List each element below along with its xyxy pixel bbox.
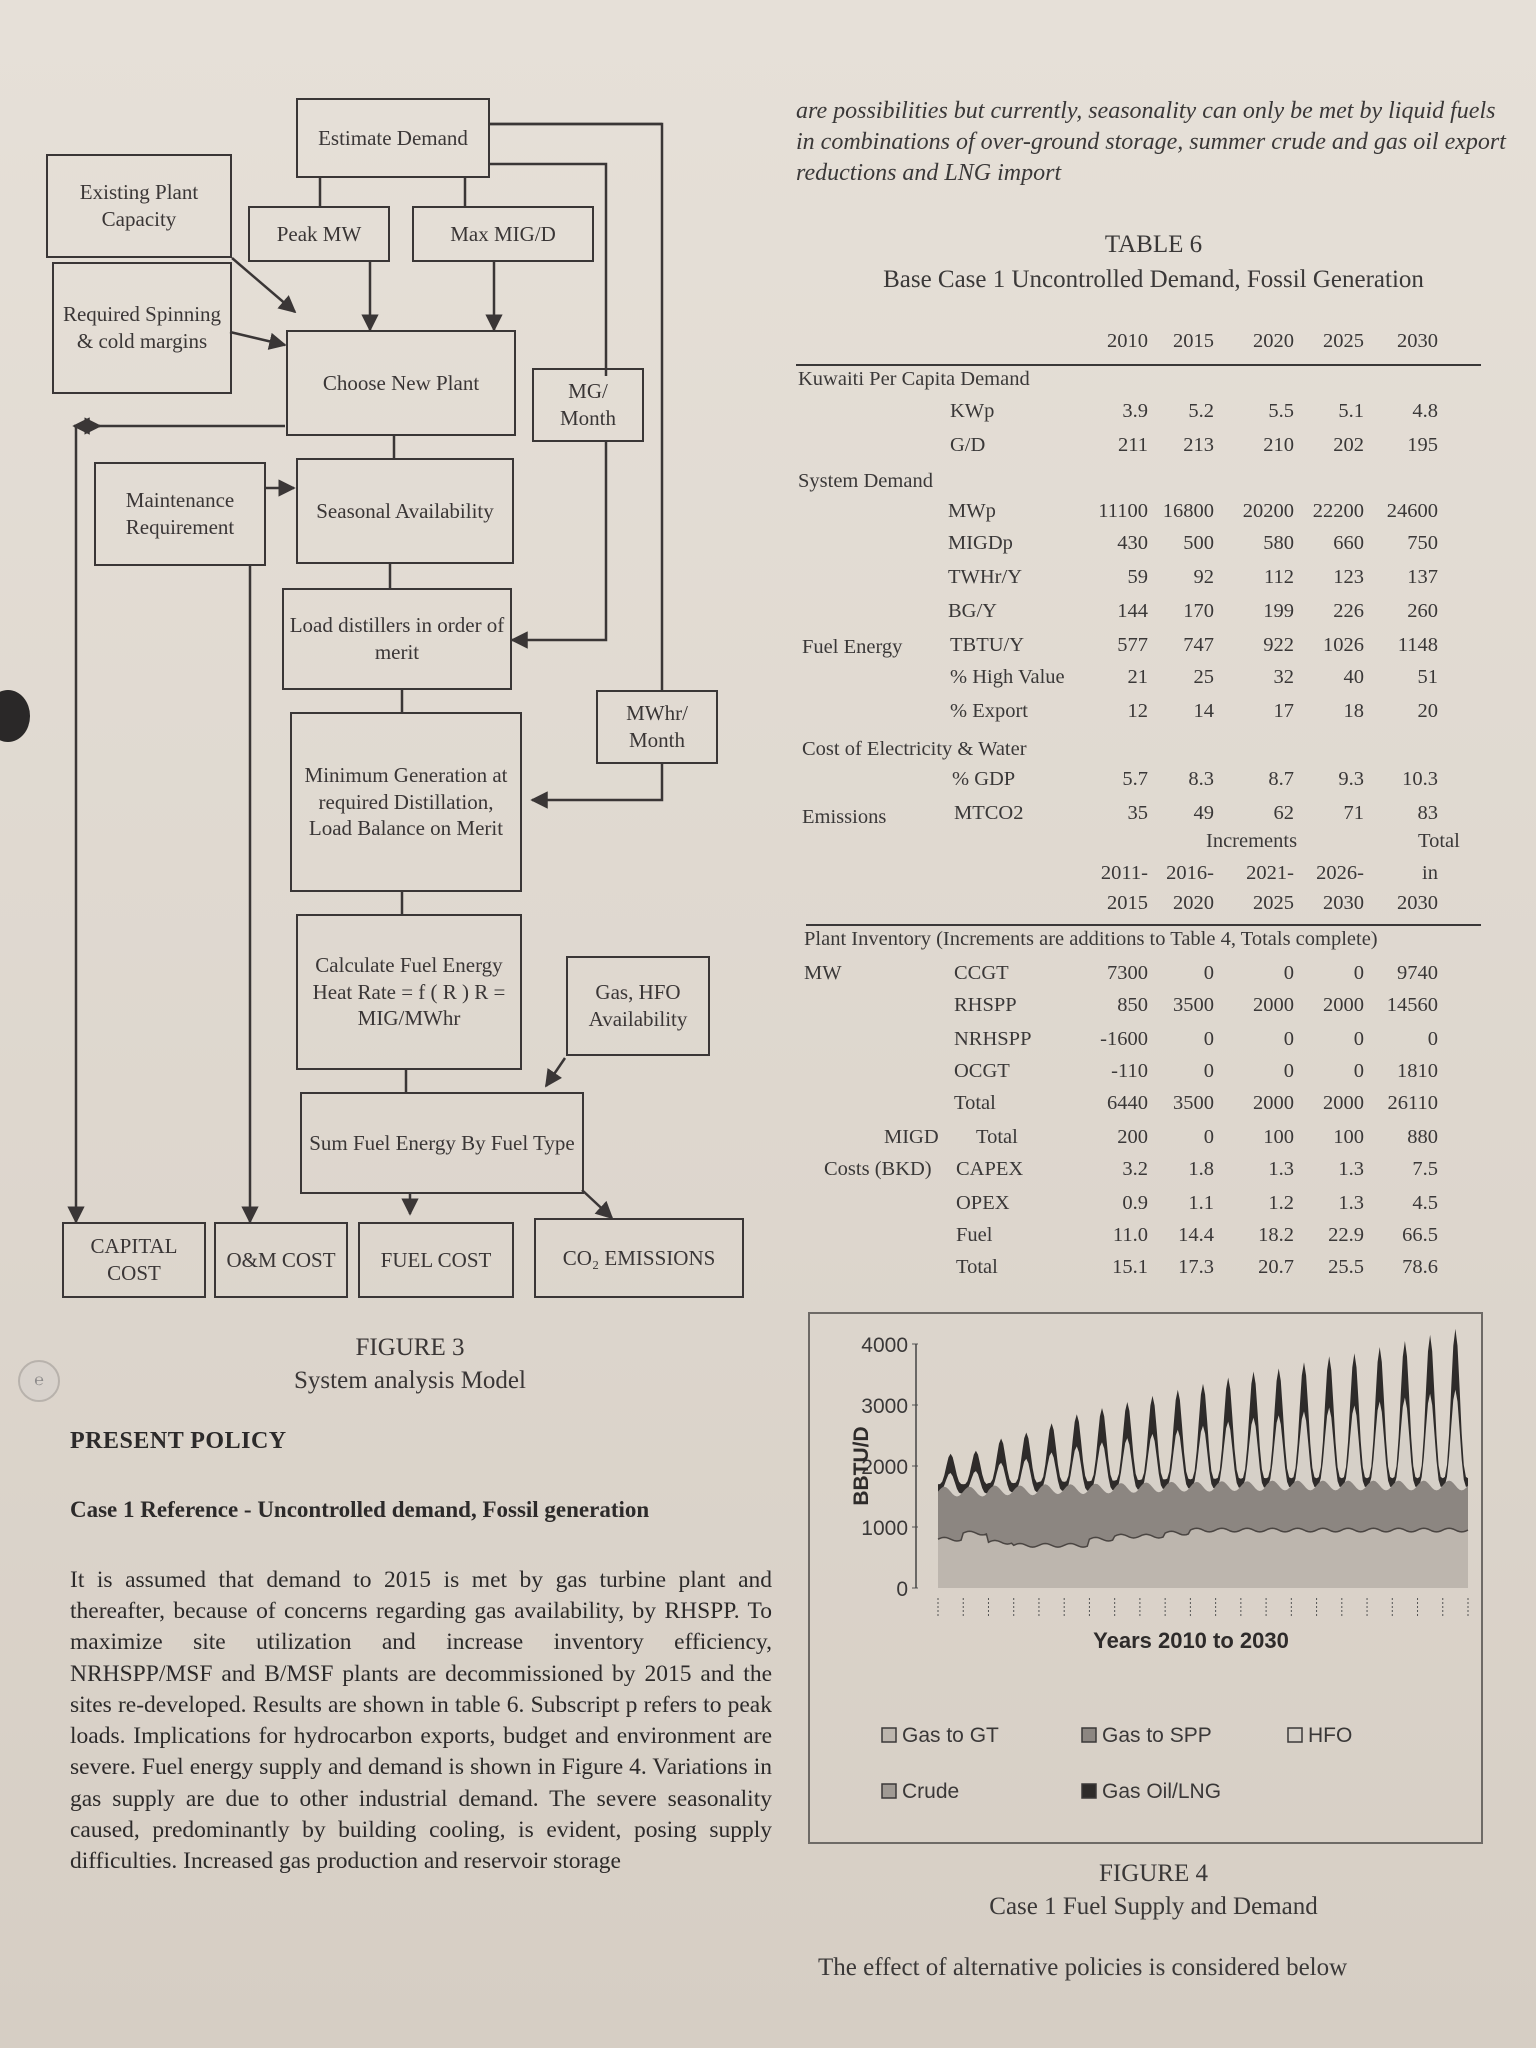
table-cell: 35 [1127,802,1148,824]
plant-cell: 3.2 [1122,1158,1148,1180]
plant-cell: 0 [1353,1028,1364,1050]
y-axis-label: BBTU/D [850,1426,873,1506]
table-cell: 20 [1417,700,1438,722]
sum-fuel-box [300,1092,584,1194]
max-migd-label: Max MIG/D [450,221,556,246]
plant-cell: 66.5 [1402,1224,1438,1246]
table-cell: 20200 [1242,500,1294,522]
period-end: 2020 [1173,892,1214,914]
plant-cell: 0 [1203,1126,1214,1148]
maintenance-requirement-box [94,462,266,566]
plant-cell: 850 [1117,994,1148,1016]
plant-cell: 100 [1263,1126,1294,1148]
table-cell: 8.7 [1268,768,1294,790]
table-cell: 92 [1193,566,1214,588]
om-cost-label: O&M COST [226,1247,336,1272]
fuel-supply-chart [810,1314,1481,1842]
existing-plant-capacity-box [46,154,232,258]
row-label: % High Value [950,666,1065,688]
table-cell: 211 [1118,434,1148,456]
table-cell: 5.5 [1268,400,1294,422]
plant-cell: 200 [1117,1126,1148,1148]
figure-3-caption [220,1332,600,1397]
increments-label: Increments [1206,830,1298,852]
load-distillers-label: Load distillers in order of merit [289,613,505,664]
plant-cell: 20.7 [1258,1256,1294,1278]
plant-cell: 17.3 [1178,1256,1214,1278]
legend-label: Gas to SPP [1102,1724,1212,1747]
plant-cell: 0 [1353,962,1364,984]
table-cell: 195 [1407,434,1438,456]
plant-cell: 14.4 [1178,1224,1214,1246]
table-cell: 202 [1333,434,1364,456]
right-top-paragraph: are possibilities but currently, seasonality can only be met by liquid fuels in combinations of over-ground storage, summer crude and gas oil export reductions and LNG import [796,98,1506,187]
row-label: TWHr/Y [948,566,1023,588]
load-distillers-box [282,588,512,690]
figure-4-chart-frame [808,1312,1483,1844]
table-cell: 12 [1127,700,1148,722]
table-cell: 922 [1263,634,1294,656]
row-label: MWp [948,500,996,522]
table-cell: 580 [1263,532,1294,554]
table-cell: 25 [1193,666,1214,688]
year-header: 2020 [1253,330,1294,352]
plant-cell: 880 [1407,1126,1438,1148]
table-cell: 10.3 [1402,768,1438,790]
bottom-line: The effect of alternative policies is considered below [818,1954,1348,1981]
section-kuwaiti: Kuwaiti Per Capita Demand [798,368,1030,390]
plant-cell: 2000 [1323,994,1364,1016]
period-start: 2021- [1246,862,1294,884]
plant-cell: 14560 [1386,994,1438,1016]
plant-cell: 1.2 [1268,1192,1294,1214]
table-title: Base Case 1 Uncontrolled Demand, Fossil Generation [883,265,1424,293]
plant-cell: 100 [1333,1126,1364,1148]
row-label: KWp [950,400,995,422]
table-cell: 32 [1273,666,1294,688]
y-tick-label: 4000 [861,1334,908,1357]
figure-3-number: FIGURE 3 [355,1334,465,1361]
table-cell: 213 [1183,434,1214,456]
mwhr-month-box [596,690,718,764]
table-cell: 112 [1264,566,1294,588]
plant-cell: 1.8 [1188,1158,1214,1180]
plant-row-label: CAPEX [956,1158,1024,1180]
estimate-demand-label: Estimate Demand [318,125,468,150]
y-tick-label: 0 [896,1578,908,1601]
table-cell: 21 [1127,666,1148,688]
gas-hfo-box [566,956,710,1056]
legend-swatch [882,1784,896,1798]
table-cell: 137 [1407,566,1438,588]
plant-cell: 2000 [1253,1092,1294,1114]
section-cost: Cost of Electricity & Water [802,738,1027,760]
om-cost-box [214,1222,348,1298]
row-label: TBTU/Y [950,634,1025,656]
figure-4-number: FIGURE 4 [1098,1860,1209,1887]
section-heading: PRESENT POLICY [70,1428,287,1454]
plant-cell: 0 [1283,962,1294,984]
gas-hfo-label: Gas, HFO Availability [588,980,688,1031]
left-column-text [70,1428,772,1877]
table-cell: 577 [1117,634,1148,656]
table-cell: 18 [1343,700,1364,722]
table-cell: 500 [1183,532,1214,554]
table-cell: 8.3 [1188,768,1214,790]
y-tick-label: 3000 [861,1395,908,1418]
calculate-fuel-box [296,914,522,1070]
table-cell: 5.7 [1122,768,1148,790]
table-cell: 260 [1407,600,1438,622]
section-mw: MW [804,962,842,984]
plant-cell: 0 [1203,1028,1214,1050]
plant-cell: 78.6 [1402,1256,1438,1278]
table-cell: 144 [1117,600,1148,622]
existing-plant-capacity-label: Existing Plant Capacity [79,180,199,231]
table-cell: 49 [1193,802,1214,824]
table-cell: 747 [1183,634,1214,656]
table-cell: 16800 [1162,500,1214,522]
table-caption [796,228,1511,297]
mg-month-label: MG/ Month [559,379,616,430]
plant-row-label: NRHSPP [954,1028,1032,1050]
table-cell: 40 [1343,666,1364,688]
estimate-demand-box [296,98,490,178]
section-emissions: Emissions [802,806,887,828]
flowchart [0,0,780,1320]
table-cell: 22200 [1312,500,1364,522]
plant-row-label: OPEX [956,1192,1010,1214]
mg-month-box [532,368,644,442]
peak-mw-label: Peak MW [276,221,362,246]
plant-cell: 0 [1283,1028,1294,1050]
plant-cell: 26110 [1387,1092,1438,1114]
legend-label: Gas to GT [902,1724,999,1747]
year-header: 2015 [1173,330,1214,352]
table-rule [796,364,1481,366]
mwhr-month-label: MWhr/ Month [626,701,688,752]
row-label: MTCO2 [954,802,1024,824]
table-cell: 170 [1183,600,1214,622]
choose-new-plant-label: Choose New Plant [322,370,480,395]
required-spinning-label: Required Spinning & cold margins [62,302,222,353]
table-cell: 59 [1127,566,1148,588]
sum-fuel-label: Sum Fuel Energy By Fuel Type [309,1130,575,1155]
plant-row-label: Total [954,1092,996,1114]
table-cell: 226 [1333,600,1364,622]
table-cell: 1148 [1397,634,1438,656]
capital-cost-box [62,1222,206,1298]
table-cell: 5.2 [1188,400,1214,422]
table-cell: 9.3 [1338,768,1364,790]
plant-row-label: Total [976,1126,1018,1148]
fuel-cost-box [358,1222,514,1298]
plant-cell: 3500 [1173,1092,1214,1114]
legend-label: Gas Oil/LNG [1102,1780,1222,1803]
plant-cell: 0.9 [1122,1192,1148,1214]
peak-mw-box [248,206,390,262]
table-cell: 210 [1263,434,1294,456]
table-6 [796,330,1481,1280]
figure-4-title: Case 1 Fuel Supply and Demand [989,1892,1318,1920]
table-cell: 24600 [1386,500,1438,522]
sticker-icon: ℮ [18,1360,60,1402]
legend-swatch [1288,1728,1302,1742]
period-start: 2011- [1100,862,1148,884]
maintenance-requirement-label: Maintenance Requirement [125,488,235,539]
plant-cell: 0 [1427,1028,1438,1050]
period-start: 2016- [1166,862,1214,884]
row-label: BG/Y [948,600,997,622]
table-cell: 11100 [1098,500,1148,522]
plant-row-label: Total [956,1256,998,1278]
plant-cell: 1.3 [1268,1158,1294,1180]
legend-swatch [1082,1728,1096,1742]
seasonal-availability-label: Seasonal Availability [316,498,494,523]
legend-swatch [1082,1784,1096,1798]
seasonal-availability-box [296,458,514,564]
plant-cell: 1.3 [1338,1158,1364,1180]
row-label: G/D [950,434,986,456]
table-cell: 14 [1193,700,1214,722]
table-cell: 660 [1333,532,1364,554]
plant-cell: 6440 [1107,1092,1148,1114]
table-cell: 199 [1263,600,1294,622]
year-header: 2025 [1323,330,1364,352]
plant-cell: 1810 [1397,1060,1438,1082]
plant-cell: 3500 [1173,994,1214,1016]
minimum-generation-box [290,712,522,892]
legend-swatch [882,1728,896,1742]
table-cell: 71 [1343,802,1364,824]
section-migd: MIGD [884,1126,939,1148]
period-start: 2026- [1316,862,1364,884]
table-cell: 62 [1273,802,1294,824]
section-fuel: Fuel Energy [802,636,903,658]
plant-cell: 1.3 [1338,1192,1364,1214]
table-cell: 430 [1117,532,1148,554]
plant-row-label: CCGT [954,962,1009,984]
y-tick-label: 1000 [861,1517,908,1540]
plant-cell: 22.9 [1328,1224,1364,1246]
figure-3-title: System analysis Model [294,1366,526,1394]
plant-cell: 7300 [1107,962,1148,984]
plant-cell: 0 [1353,1060,1364,1082]
plant-cell: 25.5 [1328,1256,1364,1278]
max-migd-box [412,206,594,262]
period-end: 2030 [1397,892,1438,914]
plant-row-label: OCGT [954,1060,1010,1082]
plant-cell: 0 [1283,1060,1294,1082]
table-cell: 83 [1417,802,1438,824]
table-cell: 5.1 [1338,400,1364,422]
choose-new-plant-box [286,330,516,436]
table-number: TABLE 6 [1104,231,1203,258]
period-end: 2015 [1107,892,1148,914]
plant-cell: 0 [1203,962,1214,984]
plant-cell: 2000 [1253,994,1294,1016]
section-costs: Costs (BKD) [824,1158,932,1180]
row-label: % Export [950,700,1028,722]
row-label: MIGDp [948,532,1013,554]
row-label: % GDP [952,768,1016,790]
table-rule [806,924,1481,926]
required-spinning-box [52,262,232,394]
table-cell: 3.9 [1122,400,1148,422]
x-axis-label: Years 2010 to 2030 [1093,1628,1289,1653]
table-cell: 51 [1417,666,1438,688]
section-system: System Demand [798,470,933,492]
plant-cell: 0 [1203,1060,1214,1082]
plant-cell: 11.0 [1112,1224,1148,1246]
legend-label: HFO [1308,1724,1353,1747]
year-header: 2010 [1107,330,1148,352]
fuel-cost-label: FUEL COST [380,1247,492,1272]
plant-cell: -110 [1111,1060,1148,1082]
legend-label: Crude [902,1780,960,1803]
period-end: 2025 [1253,892,1294,914]
figure-4-caption [796,1858,1511,1923]
table-cell: 4.8 [1412,400,1438,422]
plant-row-label: RHSPP [954,994,1017,1016]
total-label: Total [1418,830,1460,852]
table-cell: 750 [1407,532,1438,554]
section-plant: Plant Inventory (Increments are additions to Table 4, Totals complete) [804,928,1378,950]
plant-row-label: Fuel [956,1224,993,1246]
year-header: 2030 [1397,330,1438,352]
plant-cell: 15.1 [1112,1256,1148,1278]
period-end: 2030 [1323,892,1364,914]
plant-cell: 1.1 [1188,1192,1214,1214]
capital-cost-label: CAPITAL COST [90,1234,178,1285]
plant-cell: 9740 [1397,962,1438,984]
plant-cell: 7.5 [1412,1158,1438,1180]
plant-cell: 18.2 [1258,1224,1294,1246]
plant-cell: 4.5 [1412,1192,1438,1214]
period-start: in [1422,862,1438,884]
plant-cell: -1600 [1100,1028,1148,1050]
co2-emissions-label: CO₂ EMISSIONS [562,1245,716,1270]
minimum-generation-label: Minimum Generation at required Distillation, Load Balance on Merit [304,762,508,841]
table-cell: 123 [1333,566,1364,588]
table-cell: 17 [1273,700,1294,722]
body-paragraph: It is assumed that demand to 2015 is met by gas turbine plant and thereafter, because of concerns regarding gas availability, by RHSPP. To maximize site utilization and increase inventory efficiency, NRHSPP/MSF and B/MSF plants are decommissioned by 2015 and the sites re-developed. Results are shown in table 6. Subscript p refers to peak loads. Implications for hydrocarbon exports, budget and environment are severe. Fuel energy supply and demand is shown in Figure 4. Variations in gas supply are due to other industrial demand. The severe seasonality caused, predominantly by building cooling, is evident, posing supply difficulties. Increased gas production and reservoir storage [70,1566,772,1875]
calculate-fuel-label: Calculate Fuel Energy Heat Rate = f ( R ) R = MIG/MWhr [312,952,506,1031]
co2-emissions-box [534,1218,744,1298]
plant-cell: 2000 [1323,1092,1364,1114]
case-subheading: Case 1 Reference - Uncontrolled demand, Fossil generation [70,1497,650,1522]
y-tick-label: 2000 [861,1456,908,1479]
table-cell: 1026 [1323,634,1364,656]
